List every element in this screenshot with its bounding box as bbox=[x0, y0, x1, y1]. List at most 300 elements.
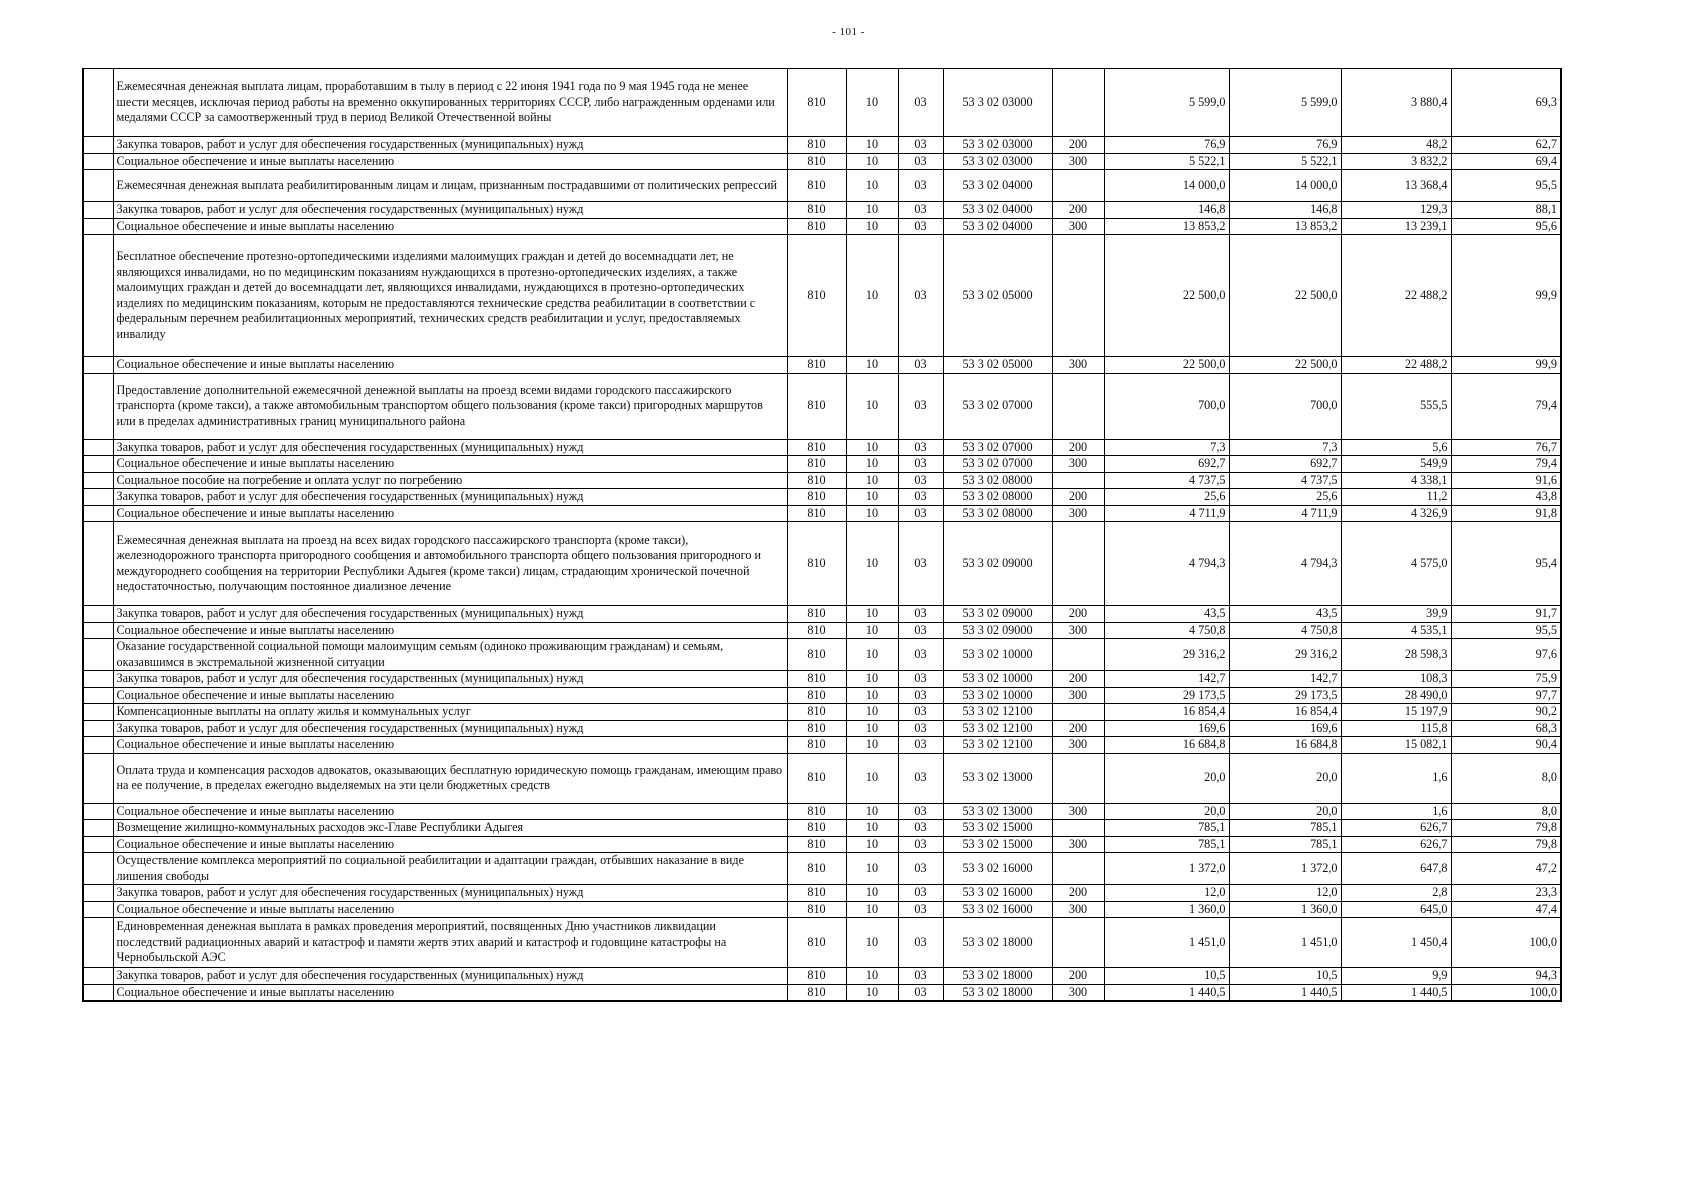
code-ved: 810 bbox=[787, 918, 846, 968]
executed-amount: 645,0 bbox=[1341, 901, 1451, 918]
executed-amount: 22 488,2 bbox=[1341, 357, 1451, 374]
approved-amount: 29 316,2 bbox=[1104, 639, 1229, 671]
row-margin-cell bbox=[83, 505, 113, 522]
code-target-article: 53 3 02 09000 bbox=[943, 522, 1052, 606]
execution-percent: 47,4 bbox=[1451, 901, 1561, 918]
approved-amount: 43,5 bbox=[1104, 606, 1229, 623]
approved-amount: 20,0 bbox=[1104, 803, 1229, 820]
code-target-article: 53 3 02 16000 bbox=[943, 885, 1052, 902]
code-subsection: 03 bbox=[898, 522, 943, 606]
code-expense-type: 200 bbox=[1052, 606, 1104, 623]
row-description: Оказание государственной социальной помощи малоимущим семьям (одиноко проживающим гражданам) и семьям, оказавшимся в экстремальной жизненной ситуации bbox=[113, 639, 787, 671]
code-section: 10 bbox=[846, 357, 898, 374]
code-subsection: 03 bbox=[898, 373, 943, 439]
refined-amount: 1 440,5 bbox=[1229, 984, 1341, 1001]
table-row bbox=[83, 901, 1561, 918]
refined-amount: 785,1 bbox=[1229, 836, 1341, 853]
code-subsection: 03 bbox=[898, 357, 943, 374]
code-target-article: 53 3 02 13000 bbox=[943, 753, 1052, 803]
refined-amount: 142,7 bbox=[1229, 671, 1341, 688]
refined-amount: 1 451,0 bbox=[1229, 918, 1341, 968]
code-subsection: 03 bbox=[898, 737, 943, 754]
code-target-article: 53 3 02 05000 bbox=[943, 235, 1052, 357]
execution-percent: 95,5 bbox=[1451, 622, 1561, 639]
executed-amount: 1,6 bbox=[1341, 803, 1451, 820]
code-target-article: 53 3 02 10000 bbox=[943, 687, 1052, 704]
table-row bbox=[83, 853, 1561, 885]
code-section: 10 bbox=[846, 671, 898, 688]
table-row bbox=[83, 606, 1561, 623]
code-subsection: 03 bbox=[898, 836, 943, 853]
execution-percent: 68,3 bbox=[1451, 720, 1561, 737]
row-margin-cell bbox=[83, 720, 113, 737]
approved-amount: 16 684,8 bbox=[1104, 737, 1229, 754]
table-row bbox=[83, 918, 1561, 968]
code-section: 10 bbox=[846, 137, 898, 154]
table-row bbox=[83, 984, 1561, 1001]
code-section: 10 bbox=[846, 439, 898, 456]
execution-percent: 95,5 bbox=[1451, 170, 1561, 202]
code-expense-type: 300 bbox=[1052, 803, 1104, 820]
code-section: 10 bbox=[846, 505, 898, 522]
refined-amount: 4 737,5 bbox=[1229, 472, 1341, 489]
refined-amount: 22 500,0 bbox=[1229, 357, 1341, 374]
code-target-article: 53 3 02 04000 bbox=[943, 202, 1052, 219]
execution-percent: 79,8 bbox=[1451, 836, 1561, 853]
code-section: 10 bbox=[846, 820, 898, 837]
refined-amount: 14 000,0 bbox=[1229, 170, 1341, 202]
code-target-article: 53 3 02 13000 bbox=[943, 803, 1052, 820]
row-margin-cell bbox=[83, 69, 113, 137]
row-margin-cell bbox=[83, 918, 113, 968]
code-target-article: 53 3 02 07000 bbox=[943, 439, 1052, 456]
row-margin-cell bbox=[83, 439, 113, 456]
approved-amount: 5 599,0 bbox=[1104, 69, 1229, 137]
code-subsection: 03 bbox=[898, 639, 943, 671]
executed-amount: 626,7 bbox=[1341, 820, 1451, 837]
code-section: 10 bbox=[846, 456, 898, 473]
refined-amount: 25,6 bbox=[1229, 489, 1341, 506]
row-description: Единовременная денежная выплата в рамках проведения мероприятий, посвященных Дню участников ликвидации последствий радиационных аварий и катастроф и памяти жертв этих аварий и катастроф и годовщине катастрофы на Чернобыльской АЭС bbox=[113, 918, 787, 968]
code-expense-type bbox=[1052, 69, 1104, 137]
table-row bbox=[83, 439, 1561, 456]
code-section: 10 bbox=[846, 373, 898, 439]
code-target-article: 53 3 02 03000 bbox=[943, 137, 1052, 154]
code-subsection: 03 bbox=[898, 704, 943, 721]
row-description: Социальное обеспечение и иные выплаты населению bbox=[113, 218, 787, 235]
refined-amount: 20,0 bbox=[1229, 803, 1341, 820]
code-target-article: 53 3 02 04000 bbox=[943, 170, 1052, 202]
code-target-article: 53 3 02 08000 bbox=[943, 472, 1052, 489]
refined-amount: 29 316,2 bbox=[1229, 639, 1341, 671]
approved-amount: 1 451,0 bbox=[1104, 918, 1229, 968]
executed-amount: 108,3 bbox=[1341, 671, 1451, 688]
code-section: 10 bbox=[846, 522, 898, 606]
code-target-article: 53 3 02 10000 bbox=[943, 671, 1052, 688]
code-target-article: 53 3 02 04000 bbox=[943, 218, 1052, 235]
refined-amount: 20,0 bbox=[1229, 753, 1341, 803]
code-section: 10 bbox=[846, 235, 898, 357]
row-margin-cell bbox=[83, 639, 113, 671]
refined-amount: 785,1 bbox=[1229, 820, 1341, 837]
code-section: 10 bbox=[846, 622, 898, 639]
execution-percent: 23,3 bbox=[1451, 885, 1561, 902]
code-ved: 810 bbox=[787, 885, 846, 902]
code-expense-type: 200 bbox=[1052, 137, 1104, 154]
approved-amount: 1 360,0 bbox=[1104, 901, 1229, 918]
code-ved: 810 bbox=[787, 137, 846, 154]
row-margin-cell bbox=[83, 968, 113, 985]
row-description: Закупка товаров, работ и услуг для обеспечения государственных (муниципальных) нужд bbox=[113, 439, 787, 456]
executed-amount: 5,6 bbox=[1341, 439, 1451, 456]
code-ved: 810 bbox=[787, 901, 846, 918]
execution-percent: 76,7 bbox=[1451, 439, 1561, 456]
code-target-article: 53 3 02 08000 bbox=[943, 505, 1052, 522]
row-description: Социальное обеспечение и иные выплаты населению bbox=[113, 456, 787, 473]
row-margin-cell bbox=[83, 687, 113, 704]
code-target-article: 53 3 02 07000 bbox=[943, 373, 1052, 439]
execution-percent: 91,8 bbox=[1451, 505, 1561, 522]
executed-amount: 1 440,5 bbox=[1341, 984, 1451, 1001]
row-description: Ежемесячная денежная выплата реабилитированным лицам и лицам, признанным пострадавшими от политических репрессий bbox=[113, 170, 787, 202]
execution-percent: 95,4 bbox=[1451, 522, 1561, 606]
executed-amount: 626,7 bbox=[1341, 836, 1451, 853]
approved-amount: 20,0 bbox=[1104, 753, 1229, 803]
code-section: 10 bbox=[846, 218, 898, 235]
row-description: Закупка товаров, работ и услуг для обеспечения государственных (муниципальных) нужд bbox=[113, 489, 787, 506]
execution-percent: 97,7 bbox=[1451, 687, 1561, 704]
refined-amount: 22 500,0 bbox=[1229, 235, 1341, 357]
execution-percent: 94,3 bbox=[1451, 968, 1561, 985]
code-target-article: 53 3 02 10000 bbox=[943, 639, 1052, 671]
code-subsection: 03 bbox=[898, 472, 943, 489]
row-margin-cell bbox=[83, 671, 113, 688]
code-expense-type bbox=[1052, 853, 1104, 885]
row-description: Закупка товаров, работ и услуг для обеспечения государственных (муниципальных) нужд bbox=[113, 137, 787, 154]
table-row bbox=[83, 489, 1561, 506]
approved-amount: 22 500,0 bbox=[1104, 235, 1229, 357]
row-margin-cell bbox=[83, 704, 113, 721]
code-subsection: 03 bbox=[898, 137, 943, 154]
table-row bbox=[83, 373, 1561, 439]
code-target-article: 53 3 02 03000 bbox=[943, 69, 1052, 137]
approved-amount: 4 794,3 bbox=[1104, 522, 1229, 606]
row-margin-cell bbox=[83, 472, 113, 489]
row-margin-cell bbox=[83, 753, 113, 803]
executed-amount: 22 488,2 bbox=[1341, 235, 1451, 357]
approved-amount: 146,8 bbox=[1104, 202, 1229, 219]
row-margin-cell bbox=[83, 489, 113, 506]
row-description: Социальное обеспечение и иные выплаты населению bbox=[113, 803, 787, 820]
code-expense-type bbox=[1052, 704, 1104, 721]
row-description: Закупка товаров, работ и услуг для обеспечения государственных (муниципальных) нужд bbox=[113, 606, 787, 623]
table-row bbox=[83, 170, 1561, 202]
code-section: 10 bbox=[846, 170, 898, 202]
table-row bbox=[83, 753, 1561, 803]
code-section: 10 bbox=[846, 984, 898, 1001]
code-expense-type bbox=[1052, 235, 1104, 357]
execution-percent: 91,7 bbox=[1451, 606, 1561, 623]
table-row bbox=[83, 472, 1561, 489]
code-subsection: 03 bbox=[898, 853, 943, 885]
code-section: 10 bbox=[846, 472, 898, 489]
refined-amount: 29 173,5 bbox=[1229, 687, 1341, 704]
execution-percent: 100,0 bbox=[1451, 918, 1561, 968]
execution-percent: 79,4 bbox=[1451, 456, 1561, 473]
code-section: 10 bbox=[846, 704, 898, 721]
code-expense-type bbox=[1052, 820, 1104, 837]
executed-amount: 4 326,9 bbox=[1341, 505, 1451, 522]
table-row bbox=[83, 137, 1561, 154]
executed-amount: 3 832,2 bbox=[1341, 153, 1451, 170]
row-margin-cell bbox=[83, 522, 113, 606]
row-description: Закупка товаров, работ и услуг для обеспечения государственных (муниципальных) нужд bbox=[113, 885, 787, 902]
code-section: 10 bbox=[846, 489, 898, 506]
code-expense-type bbox=[1052, 522, 1104, 606]
code-ved: 810 bbox=[787, 687, 846, 704]
code-section: 10 bbox=[846, 153, 898, 170]
row-description: Закупка товаров, работ и услуг для обеспечения государственных (муниципальных) нужд bbox=[113, 671, 787, 688]
approved-amount: 12,0 bbox=[1104, 885, 1229, 902]
row-description: Социальное обеспечение и иные выплаты населению bbox=[113, 901, 787, 918]
code-subsection: 03 bbox=[898, 489, 943, 506]
code-ved: 810 bbox=[787, 753, 846, 803]
code-target-article: 53 3 02 07000 bbox=[943, 456, 1052, 473]
table-row bbox=[83, 720, 1561, 737]
approved-amount: 25,6 bbox=[1104, 489, 1229, 506]
code-section: 10 bbox=[846, 606, 898, 623]
row-description: Социальное обеспечение и иные выплаты населению bbox=[113, 622, 787, 639]
execution-percent: 90,2 bbox=[1451, 704, 1561, 721]
code-target-article: 53 3 02 18000 bbox=[943, 918, 1052, 968]
executed-amount: 9,9 bbox=[1341, 968, 1451, 985]
row-margin-cell bbox=[83, 202, 113, 219]
refined-amount: 13 853,2 bbox=[1229, 218, 1341, 235]
row-description: Социальное обеспечение и иные выплаты населению bbox=[113, 505, 787, 522]
code-expense-type: 300 bbox=[1052, 687, 1104, 704]
code-ved: 810 bbox=[787, 69, 846, 137]
code-subsection: 03 bbox=[898, 170, 943, 202]
refined-amount: 4 750,8 bbox=[1229, 622, 1341, 639]
row-description: Социальное обеспечение и иные выплаты населению bbox=[113, 737, 787, 754]
row-margin-cell bbox=[83, 373, 113, 439]
code-ved: 810 bbox=[787, 472, 846, 489]
refined-amount: 4 711,9 bbox=[1229, 505, 1341, 522]
approved-amount: 142,7 bbox=[1104, 671, 1229, 688]
code-target-article: 53 3 02 18000 bbox=[943, 984, 1052, 1001]
code-subsection: 03 bbox=[898, 984, 943, 1001]
budget-table bbox=[82, 68, 1562, 1002]
code-subsection: 03 bbox=[898, 720, 943, 737]
execution-percent: 90,4 bbox=[1451, 737, 1561, 754]
code-target-article: 53 3 02 12100 bbox=[943, 737, 1052, 754]
code-ved: 810 bbox=[787, 704, 846, 721]
code-expense-type bbox=[1052, 170, 1104, 202]
row-description: Закупка товаров, работ и услуг для обеспечения государственных (муниципальных) нужд bbox=[113, 968, 787, 985]
refined-amount: 12,0 bbox=[1229, 885, 1341, 902]
code-expense-type bbox=[1052, 472, 1104, 489]
executed-amount: 647,8 bbox=[1341, 853, 1451, 885]
code-subsection: 03 bbox=[898, 456, 943, 473]
code-ved: 810 bbox=[787, 218, 846, 235]
row-description: Ежемесячная денежная выплата на проезд на всех видах городского пассажирского транспорта (кроме такси), железнодорожного транспорта пригородного сообщения и автомобильного транспорта общего пользования пригородного и междугороднего сообщения на территории Республики Адыгея (кроме такси) лицам, страдающим хронической почечной недостаточностью, получающим постоянное диализное лечение bbox=[113, 522, 787, 606]
code-subsection: 03 bbox=[898, 803, 943, 820]
code-expense-type: 200 bbox=[1052, 885, 1104, 902]
table-row bbox=[83, 968, 1561, 985]
code-section: 10 bbox=[846, 918, 898, 968]
execution-percent: 99,9 bbox=[1451, 357, 1561, 374]
row-margin-cell bbox=[83, 153, 113, 170]
row-description: Оплата труда и компенсация расходов адвокатов, оказывающих бесплатную юридическую помощь гражданам, имеющим право на ее получение, в пределах ежегодно выделяемых на эти цели бюджетных средств bbox=[113, 753, 787, 803]
code-expense-type: 200 bbox=[1052, 439, 1104, 456]
execution-percent: 75,9 bbox=[1451, 671, 1561, 688]
code-ved: 810 bbox=[787, 373, 846, 439]
table-row bbox=[83, 704, 1561, 721]
code-expense-type: 300 bbox=[1052, 984, 1104, 1001]
row-margin-cell bbox=[83, 737, 113, 754]
executed-amount: 2,8 bbox=[1341, 885, 1451, 902]
approved-amount: 785,1 bbox=[1104, 820, 1229, 837]
approved-amount: 1 440,5 bbox=[1104, 984, 1229, 1001]
code-section: 10 bbox=[846, 720, 898, 737]
code-section: 10 bbox=[846, 737, 898, 754]
code-ved: 810 bbox=[787, 357, 846, 374]
table-row bbox=[83, 820, 1561, 837]
execution-percent: 69,4 bbox=[1451, 153, 1561, 170]
execution-percent: 62,7 bbox=[1451, 137, 1561, 154]
refined-amount: 76,9 bbox=[1229, 137, 1341, 154]
approved-amount: 14 000,0 bbox=[1104, 170, 1229, 202]
executed-amount: 115,8 bbox=[1341, 720, 1451, 737]
approved-amount: 4 737,5 bbox=[1104, 472, 1229, 489]
code-section: 10 bbox=[846, 687, 898, 704]
code-subsection: 03 bbox=[898, 918, 943, 968]
code-target-article: 53 3 02 12100 bbox=[943, 720, 1052, 737]
executed-amount: 129,3 bbox=[1341, 202, 1451, 219]
row-description: Осуществление комплекса мероприятий по социальной реабилитации и адаптации граждан, отбывших наказание в виде лишения свободы bbox=[113, 853, 787, 885]
table-row bbox=[83, 737, 1561, 754]
executed-amount: 11,2 bbox=[1341, 489, 1451, 506]
code-subsection: 03 bbox=[898, 968, 943, 985]
code-section: 10 bbox=[846, 803, 898, 820]
code-subsection: 03 bbox=[898, 885, 943, 902]
refined-amount: 692,7 bbox=[1229, 456, 1341, 473]
executed-amount: 1,6 bbox=[1341, 753, 1451, 803]
refined-amount: 5 522,1 bbox=[1229, 153, 1341, 170]
approved-amount: 169,6 bbox=[1104, 720, 1229, 737]
row-margin-cell bbox=[83, 456, 113, 473]
execution-percent: 91,6 bbox=[1451, 472, 1561, 489]
code-ved: 810 bbox=[787, 622, 846, 639]
executed-amount: 13 368,4 bbox=[1341, 170, 1451, 202]
row-margin-cell bbox=[83, 606, 113, 623]
table-row bbox=[83, 885, 1561, 902]
row-margin-cell bbox=[83, 803, 113, 820]
code-target-article: 53 3 02 15000 bbox=[943, 820, 1052, 837]
execution-percent: 99,9 bbox=[1451, 235, 1561, 357]
executed-amount: 15 082,1 bbox=[1341, 737, 1451, 754]
code-expense-type bbox=[1052, 639, 1104, 671]
code-target-article: 53 3 02 16000 bbox=[943, 853, 1052, 885]
code-target-article: 53 3 02 03000 bbox=[943, 153, 1052, 170]
code-target-article: 53 3 02 09000 bbox=[943, 622, 1052, 639]
execution-percent: 43,8 bbox=[1451, 489, 1561, 506]
row-margin-cell bbox=[83, 357, 113, 374]
code-expense-type: 300 bbox=[1052, 737, 1104, 754]
approved-amount: 22 500,0 bbox=[1104, 357, 1229, 374]
refined-amount: 10,5 bbox=[1229, 968, 1341, 985]
code-subsection: 03 bbox=[898, 622, 943, 639]
row-description: Социальное обеспечение и иные выплаты населению bbox=[113, 687, 787, 704]
executed-amount: 1 450,4 bbox=[1341, 918, 1451, 968]
table-row bbox=[83, 639, 1561, 671]
approved-amount: 10,5 bbox=[1104, 968, 1229, 985]
table-row bbox=[83, 235, 1561, 357]
approved-amount: 76,9 bbox=[1104, 137, 1229, 154]
row-margin-cell bbox=[83, 235, 113, 357]
executed-amount: 555,5 bbox=[1341, 373, 1451, 439]
code-ved: 810 bbox=[787, 170, 846, 202]
row-margin-cell bbox=[83, 622, 113, 639]
code-subsection: 03 bbox=[898, 820, 943, 837]
table-row bbox=[83, 522, 1561, 606]
approved-amount: 16 854,4 bbox=[1104, 704, 1229, 721]
code-section: 10 bbox=[846, 836, 898, 853]
execution-percent: 100,0 bbox=[1451, 984, 1561, 1001]
code-ved: 810 bbox=[787, 803, 846, 820]
table-row bbox=[83, 357, 1561, 374]
code-section: 10 bbox=[846, 639, 898, 671]
code-ved: 810 bbox=[787, 720, 846, 737]
code-subsection: 03 bbox=[898, 505, 943, 522]
execution-percent: 47,2 bbox=[1451, 853, 1561, 885]
refined-amount: 4 794,3 bbox=[1229, 522, 1341, 606]
refined-amount: 5 599,0 bbox=[1229, 69, 1341, 137]
code-section: 10 bbox=[846, 901, 898, 918]
execution-percent: 97,6 bbox=[1451, 639, 1561, 671]
row-description: Социальное обеспечение и иные выплаты населению bbox=[113, 153, 787, 170]
table-row bbox=[83, 69, 1561, 137]
row-margin-cell bbox=[83, 836, 113, 853]
refined-amount: 1 360,0 bbox=[1229, 901, 1341, 918]
code-subsection: 03 bbox=[898, 687, 943, 704]
code-expense-type: 300 bbox=[1052, 836, 1104, 853]
code-ved: 810 bbox=[787, 439, 846, 456]
executed-amount: 28 490,0 bbox=[1341, 687, 1451, 704]
executed-amount: 28 598,3 bbox=[1341, 639, 1451, 671]
code-expense-type: 300 bbox=[1052, 357, 1104, 374]
executed-amount: 48,2 bbox=[1341, 137, 1451, 154]
row-margin-cell bbox=[83, 885, 113, 902]
code-ved: 810 bbox=[787, 522, 846, 606]
row-description: Закупка товаров, работ и услуг для обеспечения государственных (муниципальных) нужд bbox=[113, 720, 787, 737]
code-expense-type bbox=[1052, 753, 1104, 803]
executed-amount: 4 338,1 bbox=[1341, 472, 1451, 489]
refined-amount: 16 854,4 bbox=[1229, 704, 1341, 721]
table-row bbox=[83, 505, 1561, 522]
executed-amount: 549,9 bbox=[1341, 456, 1451, 473]
code-expense-type: 300 bbox=[1052, 153, 1104, 170]
row-margin-cell bbox=[83, 853, 113, 885]
table-row bbox=[83, 687, 1561, 704]
execution-percent: 8,0 bbox=[1451, 803, 1561, 820]
code-expense-type: 200 bbox=[1052, 671, 1104, 688]
approved-amount: 692,7 bbox=[1104, 456, 1229, 473]
code-ved: 810 bbox=[787, 737, 846, 754]
row-description: Возмещение жилищно-коммунальных расходов экс-Главе Республики Адыгея bbox=[113, 820, 787, 837]
code-subsection: 03 bbox=[898, 235, 943, 357]
execution-percent: 95,6 bbox=[1451, 218, 1561, 235]
